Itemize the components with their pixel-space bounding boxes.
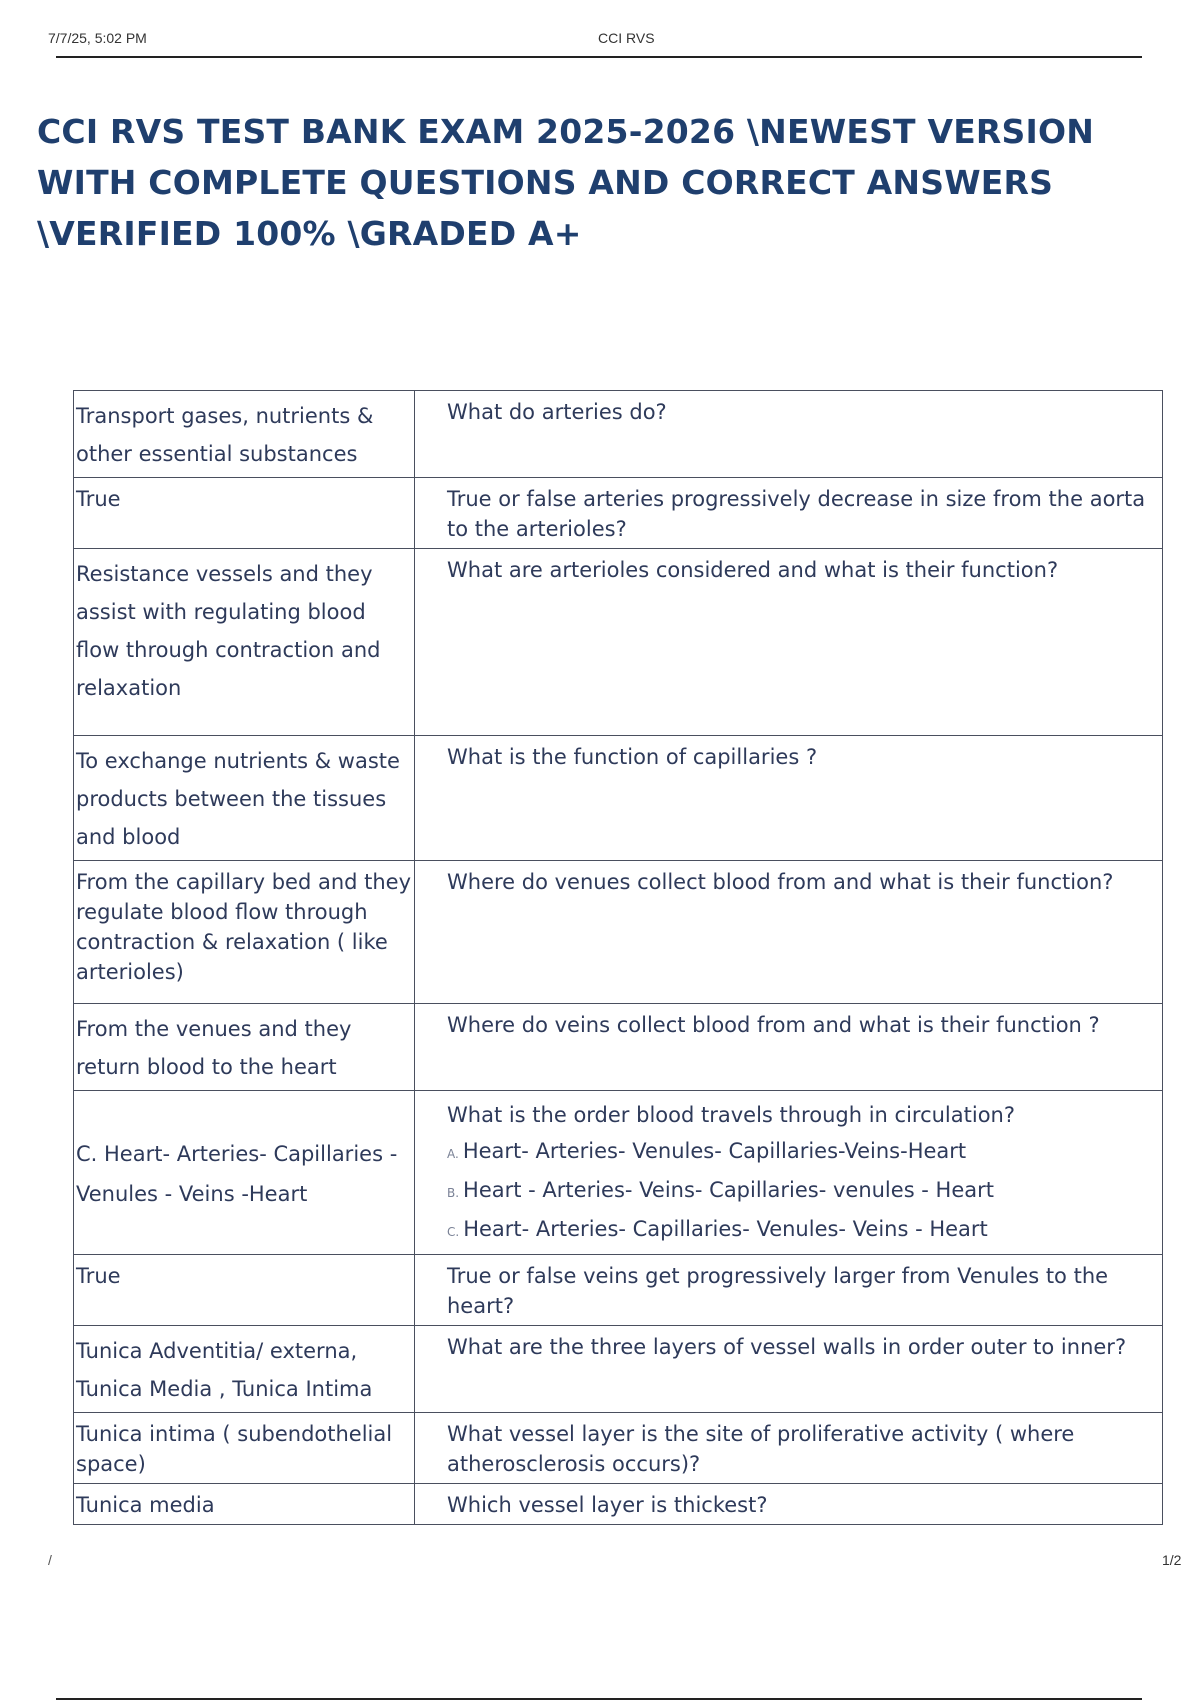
answer-cell: C. Heart- Arteries- Capillaries - Venules - Veins -Heart bbox=[74, 1091, 415, 1255]
question-cell: What are the three layers of vessel walls in order outer to inner? bbox=[415, 1326, 1163, 1413]
table-row bbox=[74, 736, 1163, 861]
question-cell: Which vessel layer is thickest? bbox=[415, 1484, 1163, 1525]
answer-cell: Tunica media bbox=[74, 1484, 415, 1525]
page-title: CCI RVS TEST BANK EXAM 2025-2026 \NEWEST VERSION WITH COMPLETE QUESTIONS AND CORRECT ANSWERS \VERIFIED 100% \GRADED A+ bbox=[37, 112, 1095, 253]
answer-cell: Tunica Adventitia/ externa, Tunica Media , Tunica Intima bbox=[74, 1326, 415, 1413]
question-cell: Where do venues collect blood from and what is their function? bbox=[415, 861, 1163, 1004]
table-row bbox=[74, 1091, 1163, 1255]
option-text: Heart- Arteries- Venules- Capillaries-Veins-Heart bbox=[462, 1139, 967, 1163]
question-cell: True or false arteries progressively decrease in size from the aorta to the arterioles? bbox=[415, 478, 1163, 549]
option-text: Heart- Arteries- Capillaries- Venules- Veins - Heart bbox=[463, 1217, 988, 1241]
option-a bbox=[447, 1133, 1150, 1172]
answer-cell: To exchange nutrients & waste products between the tissues and blood bbox=[74, 736, 415, 861]
answer-cell: True bbox=[74, 478, 415, 549]
table-row bbox=[74, 861, 1163, 1004]
option-letter: A. bbox=[447, 1147, 459, 1161]
answer-cell: From the capillary bed and they regulate blood flow through contraction & relaxation ( like arterioles) bbox=[74, 861, 415, 1004]
footer-mark: / bbox=[48, 1552, 52, 1568]
table-row bbox=[74, 1326, 1163, 1413]
option-text: Heart - Arteries- Veins- Capillaries- venules - Heart bbox=[463, 1178, 995, 1202]
question-cell: What vessel layer is the site of proliferative activity ( where atherosclerosis occurs)? bbox=[415, 1413, 1163, 1484]
table-row bbox=[74, 549, 1163, 736]
answer-cell: Resistance vessels and they assist with regulating blood flow through contraction and relaxation bbox=[74, 549, 415, 736]
question-cell: What is the function of capillaries ? bbox=[415, 736, 1163, 861]
print-header bbox=[48, 28, 1140, 54]
option-letter: B. bbox=[447, 1186, 460, 1200]
question-cell: What do arteries do? bbox=[415, 391, 1163, 478]
header-rule bbox=[56, 56, 1142, 58]
question-cell: True or false veins get progressively larger from Venules to the heart? bbox=[415, 1255, 1163, 1326]
question-cell: Where do veins collect blood from and what is their function ? bbox=[415, 1004, 1163, 1091]
answer-cell: From the venues and they return blood to the heart bbox=[74, 1004, 415, 1091]
table-row bbox=[74, 478, 1163, 549]
answer-cell: True bbox=[74, 1255, 415, 1326]
mc-question-text: What is the order blood travels through in circulation? bbox=[447, 1103, 1016, 1127]
answer-cell: Tunica intima ( subendothelial space) bbox=[74, 1413, 415, 1484]
print-datetime: 7/7/25, 5:02 PM bbox=[48, 30, 147, 46]
table-row bbox=[74, 1484, 1163, 1525]
page-number: 1/2 bbox=[1162, 1552, 1182, 1568]
option-c bbox=[447, 1211, 1150, 1250]
qa-table bbox=[73, 390, 1163, 1525]
table-row bbox=[74, 1255, 1163, 1326]
answer-cell: Transport gases, nutrients & other essential substances bbox=[74, 391, 415, 478]
print-doc-title: CCI RVS bbox=[598, 30, 655, 46]
option-letter: C. bbox=[447, 1225, 460, 1239]
table-row bbox=[74, 391, 1163, 478]
option-b bbox=[447, 1172, 1150, 1211]
question-cell bbox=[415, 1091, 1163, 1255]
table-row bbox=[74, 1413, 1163, 1484]
table-row bbox=[74, 1004, 1163, 1091]
question-cell: What are arterioles considered and what is their function? bbox=[415, 549, 1163, 736]
